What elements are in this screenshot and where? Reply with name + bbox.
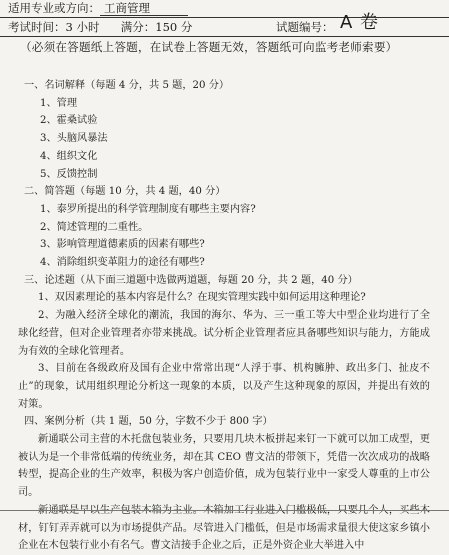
question-item: 4、消除组织变革阻力的途径有哪些? — [40, 257, 205, 269]
header-rule-bottom — [0, 36, 449, 37]
essay-question: 2、为融入经济全球化的潮流，我国的海尔、华为、三一重工等大中型企业均进行了全球化经营，但对企业管理者亦带来挑战。试分析企业管理者应具备哪些知识与能力，方能成为有效的全球化管理者。 — [18, 310, 430, 357]
essay-question: 3、目前在各级政府及国有企业中常常出现“人浮于事、机构臃肿、政出多门、扯皮不止”的现象，试用组织理论分析这一现象的本质，以及产生这种现象的原因，并提出有效的对策。 — [18, 363, 430, 410]
page-bottom-rule — [0, 510, 449, 511]
question-item: 2、简述管理的二重性。 — [40, 221, 149, 233]
case-paragraph: 新通联是早以生产包装木箱为主业。木箱加工行业进入门槛极低，只要几个人，买些木材，钉钉弄弄就可以为市场提供产品。尽管进入门槛低，但是市场需求量很大使这家乡镇小企业在木包装行业小有名气。曹文洁接手企业之后，正是外资企业大举进入中 — [18, 504, 430, 552]
exam-time: 考试时间：3 小时 — [8, 20, 100, 34]
time-score-line — [8, 20, 192, 34]
question-item: 2、霍桑试验 — [40, 115, 98, 127]
major-line — [8, 1, 188, 16]
section-title: 二、简答题（每题 10 分，共 4 题，40 分） — [24, 186, 226, 198]
section-title: 一、名词解释（每题 4 分，共 5 题，20 分） — [24, 80, 230, 91]
header-rule-top — [0, 17, 449, 18]
section-title: 三、论述题（从下面三道题中选做两道题，每题 20 分，共 2 题，40 分） — [24, 274, 358, 286]
major-label: 适用专业或方向： — [8, 1, 100, 15]
major-value: 工商管理 — [100, 1, 188, 16]
question-item: 1、泰罗所提出的科学管理制度有哪些主要内容? — [40, 203, 256, 215]
full-score: 满分：150 分 — [120, 20, 193, 34]
case-paragraph: 新通联公司主营的木托盘包装业务，只要用几块木板拼起来钉一下就可以加工成型，更被认为是一个非常低端的传统业务，却在其 CEO 曹文洁的带领下，凭借一次次成功的战略转型，提高企业的生产效率，积极为客户创造价值，成为包装行业中一家受人尊重的上市公司。 — [18, 434, 430, 499]
essay-question: 1、双因素理论的基本内容是什么？在现实管理实践中如何运用这种理论? — [38, 292, 366, 304]
question-item: 5、反馈控制 — [40, 168, 98, 180]
question-item: 4、组织文化 — [40, 150, 98, 162]
question-item: 3、头脑风暴法 — [40, 133, 108, 145]
answer-notice: （必须在答题纸上答题，在试卷上答题无效，答题纸可向监考老师索要） — [20, 40, 398, 54]
exam-body — [18, 77, 430, 555]
question-item: 3、影响管理道德素质的因素有哪些? — [40, 239, 205, 251]
paper-code: A 卷 — [340, 12, 380, 33]
question-item: 1、管理 — [40, 97, 78, 109]
section-title: 四、案例分析（共 1 题，50 分，字数不少于 800 字） — [24, 416, 273, 428]
paper-code-label: 试题编号： — [276, 20, 334, 34]
